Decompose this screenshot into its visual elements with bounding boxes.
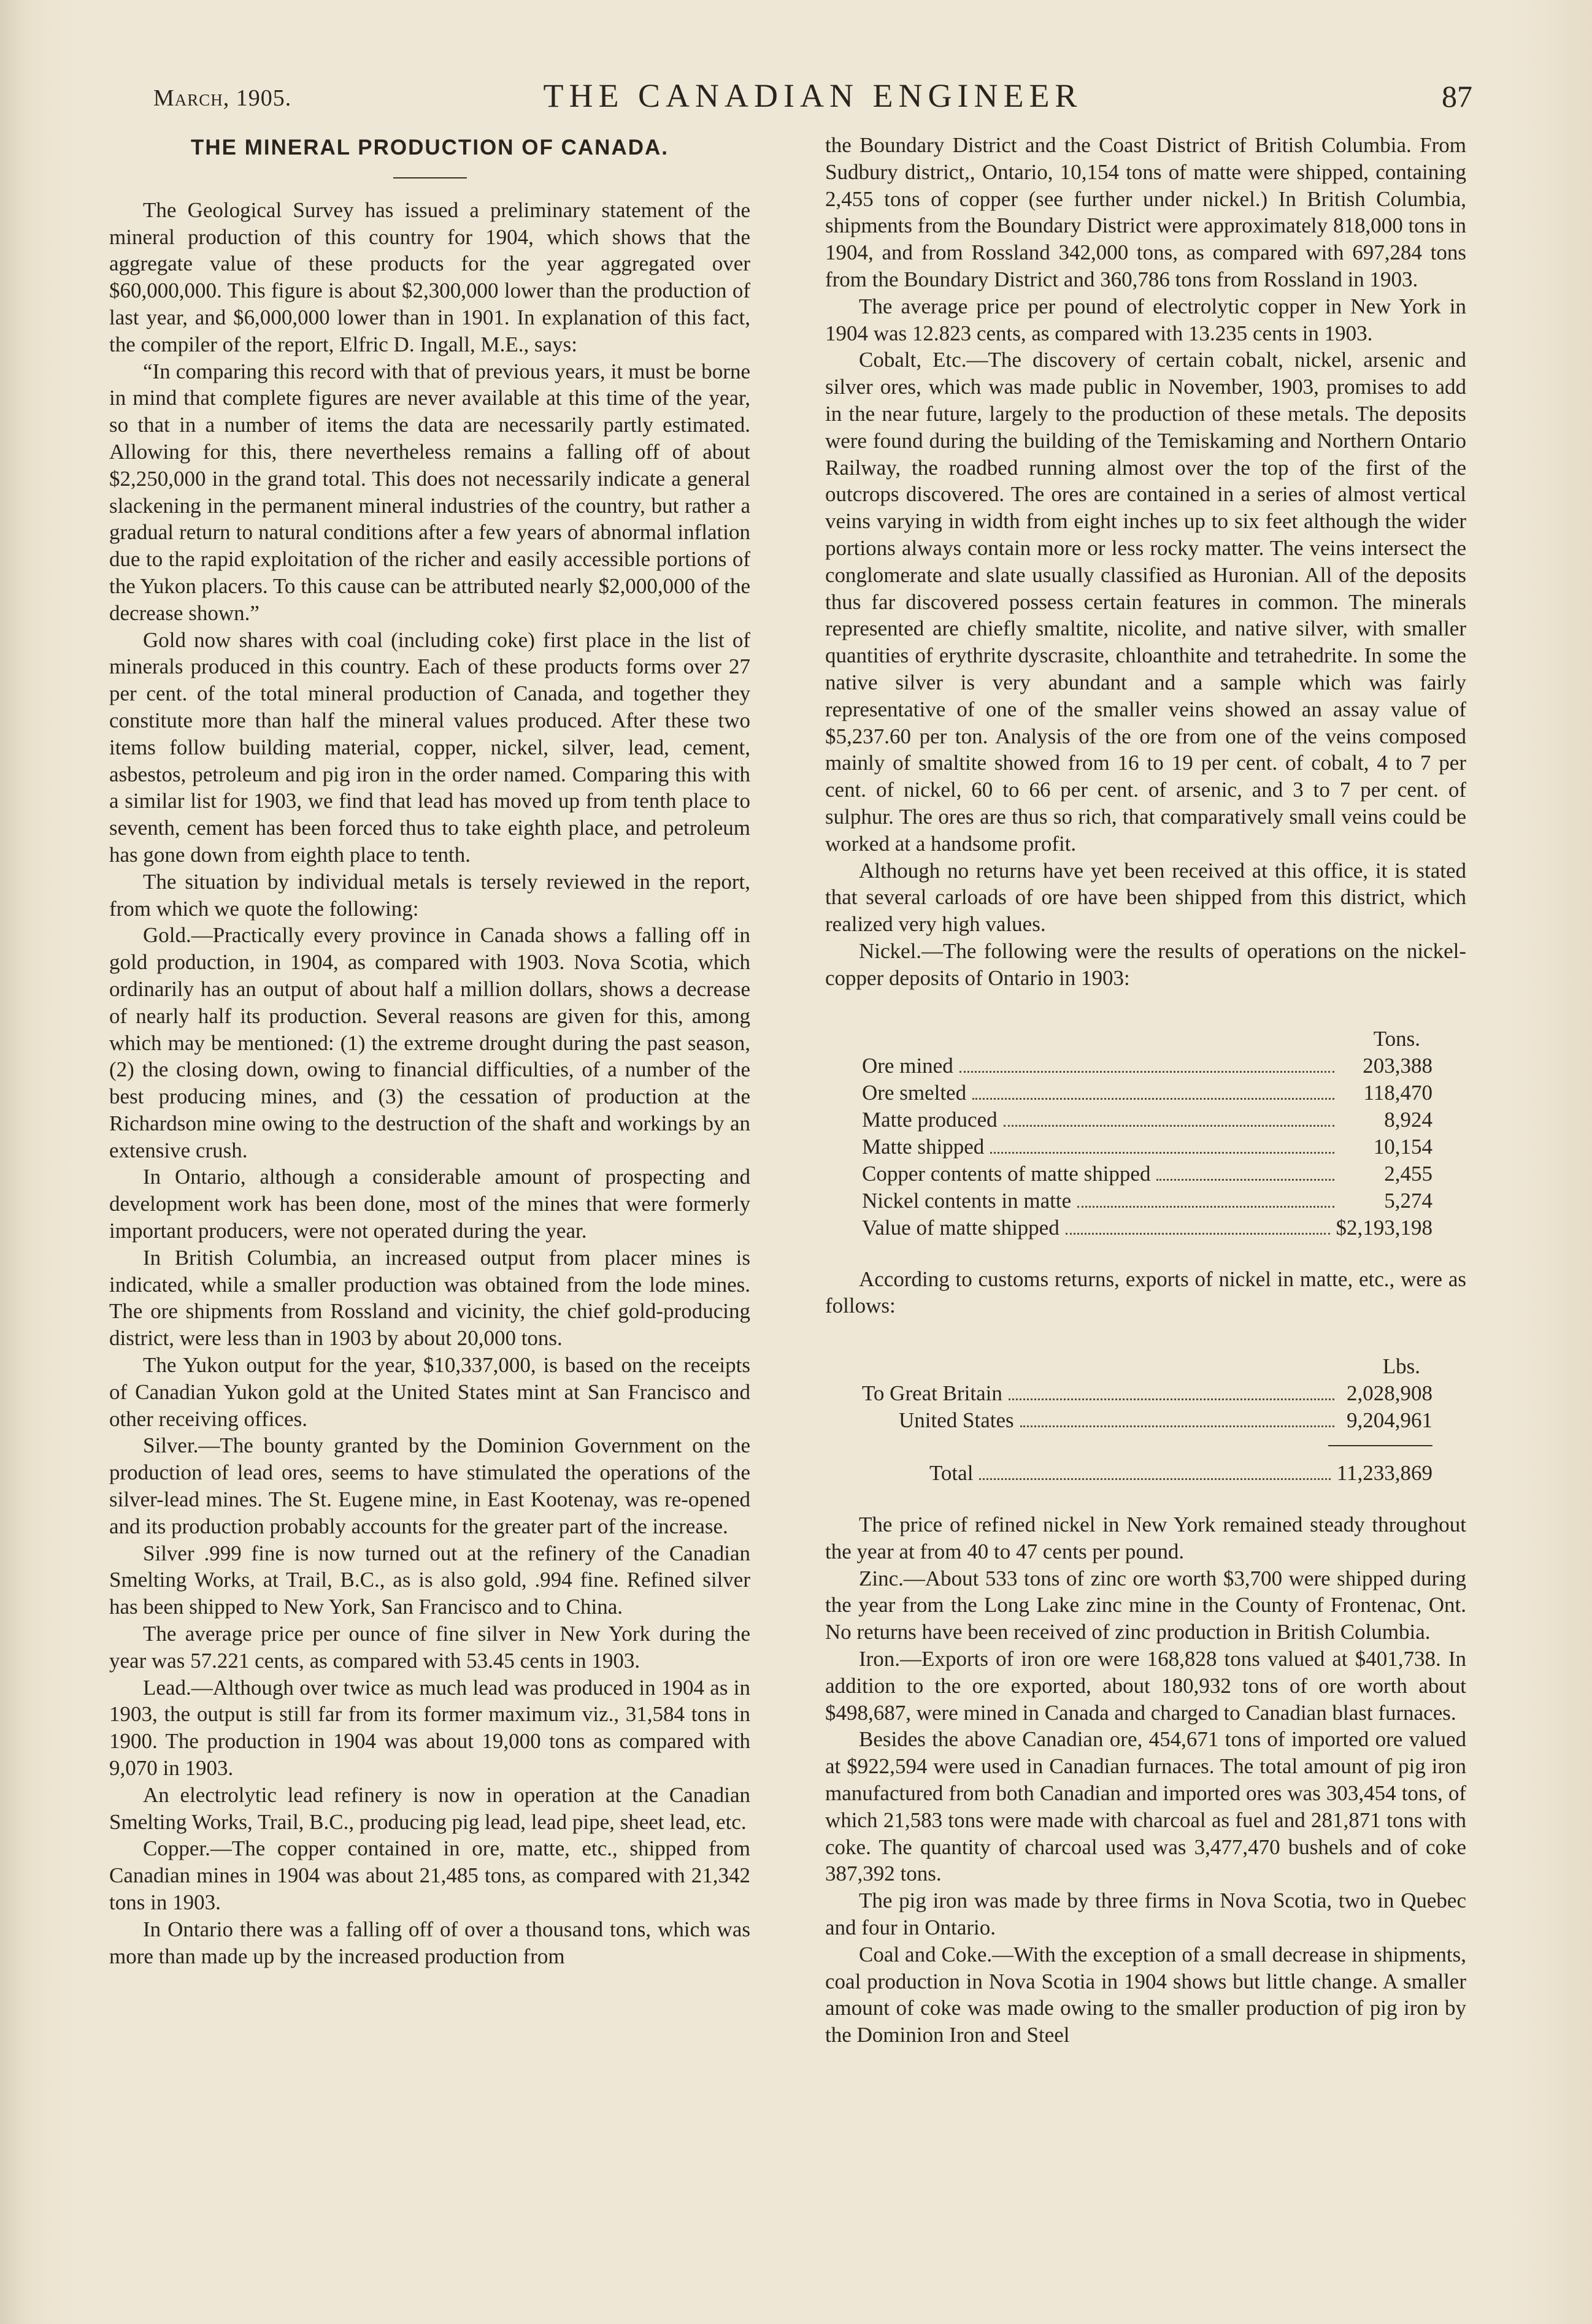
table-row [862, 1160, 1432, 1187]
paragraph: The price of refined nickel in New York remained steady throughout the year at from 40 to 47 cents per pound. [825, 1513, 1466, 1563]
table-total-row [862, 1460, 1432, 1487]
paragraph: Nickel.—The following were the results of operations on the nickel-copper deposits of Ontario in 1903: [825, 938, 1466, 990]
paragraph: The Yukon output for the year, $10,337,000, is based on the receipts of Canadian Yukon gold at the United States mint at San Francisco and other receiving offices. [109, 1353, 750, 1431]
dot-leader [979, 1478, 1330, 1480]
dot-leader [1066, 1233, 1330, 1235]
paragraph: Copper.—The copper contained in ore, matte, etc., shipped from Canadian mines in 1904 was about 21,485 tons, as compared with 21,342 tons in 1903. [109, 1836, 750, 1914]
row-value: $2,193,198 [1336, 1215, 1432, 1240]
table-row [862, 1407, 1432, 1434]
paragraph: According to customs returns, exports of nickel in matte, etc., were as follows: [825, 1267, 1466, 1318]
dot-leader [990, 1152, 1334, 1154]
issue-date: March, 1905. [153, 85, 292, 111]
paragraph: The pig iron was made by three firms in Nova Scotia, two in Quebec and four in Ontario. [825, 1889, 1466, 1940]
page-number: 87 [1442, 79, 1472, 113]
paragraph: In British Columbia, an increased output from placer mines is indicated, while a smaller production was obtained from the lode mines. The ore shipments from Rossland and vicinity, the chief gold-producing district, were less than in 1903 by about 20,000 tons. [109, 1245, 750, 1351]
paragraph: In Ontario there was a falling off of over a thousand tons, which was more than made up by the increased production from [109, 1917, 750, 1968]
paragraph: The situation by individual metals is tersely reviewed in the report, from which we quote the following: [109, 869, 750, 921]
table-row [862, 1380, 1432, 1407]
row-label: Copper contents of matte shipped [862, 1161, 1151, 1186]
paragraph: An electrolytic lead refinery is now in operation at the Canadian Smelting Works, Trail, B.C., producing pig lead, lead pipe, sheet lead, etc. [109, 1782, 750, 1834]
dot-leader [959, 1071, 1334, 1073]
paragraph: Lead.—Although over twice as much lead was produced in 1904 as in 1903, the output is still far from its former maximum viz., 31,584 tons in 1900. The production in 1904 was about 19,000 tons as compared with 9,070 in 1903. [109, 1675, 750, 1781]
paragraph: the Boundary District and the Coast District of British Columbia. From Sudbury district,, Ontario, 10,154 tons of matte were shipped, containing 2,455 tons of copper (see further under nickel.) In British Columbia, shipments from the Boundary District were approximately 818,000 tons in 1904, and from Rossland 342,000 tons, as compared with 697,284 tons from the Boundary District and 360,786 tons from Rossland in 1903. [825, 133, 1466, 291]
row-label: Value of matte shipped [862, 1215, 1059, 1240]
paragraph: The average price per ounce of fine silver in New York during the year was 57.221 cents, as compared with 53.45 cents in 1903. [109, 1622, 750, 1673]
row-value: 10,154 [1373, 1134, 1432, 1159]
paragraph: Silver .999 fine is now turned out at the refinery of the Canadian Smelting Works, at Trail, B.C., as is also gold, .994 fine. Refined silver has been shipped to New York, San Francisco and to China. [109, 1541, 750, 1619]
table-row [862, 1133, 1432, 1160]
paragraph: Gold.—Practically every province in Canada shows a falling off in gold production, in 1904, as compared with 1903. Nova Scotia, which ordinarily has an output of about half a million dollars, shows a decrease of nearly half its production. Several reasons are given for this, among which may be mentioned: (1) the extreme drought during the past season, (2) the closing down, owing to financial difficulties, of a number of the best producing mines, and (3) the cessation of production at the Richardson mine owing to the destruction of the shaft and workings by an extensive crush. [109, 923, 750, 1162]
paragraph: The average price per pound of electrolytic copper in New York in 1904 was 12.823 cents, as compared with 13.235 cents in 1903. [825, 294, 1466, 345]
dot-leader [972, 1098, 1334, 1100]
row-label: Matte produced [862, 1107, 998, 1132]
right-column [825, 132, 1466, 2049]
row-label: Nickel contents in matte [862, 1188, 1072, 1213]
left-column [109, 132, 750, 1969]
paragraph: Silver.—The bounty granted by the Dominion Government on the production of lead ores, seems to have stimulated the operations of the silver-lead mines. The St. Eugene mine, in East Kootenay, was re-opened and its production probably accounts for the greater part of the increase. [109, 1433, 750, 1538]
sum-rule [1328, 1445, 1432, 1446]
row-value: 2,028,908 [1347, 1381, 1432, 1406]
row-label: Matte shipped [862, 1134, 985, 1159]
running-head [153, 74, 1472, 129]
dot-leader [1009, 1398, 1334, 1400]
paragraph: Iron.—Exports of iron ore were 168,828 tons valued at $401,738. In addition to the ore exported, about 180,932 tons of ore worth about $498,687, were mined in Canada and charged to Canadian blast furnaces. [825, 1647, 1466, 1725]
dot-leader [1004, 1125, 1334, 1127]
table-row [862, 1080, 1432, 1106]
row-value: 8,924 [1384, 1107, 1432, 1132]
row-value: 5,274 [1384, 1188, 1432, 1213]
table-unit: Tons. [1373, 1026, 1420, 1051]
paragraph: Although no returns have yet been received at this office, it is stated that several carloads of ore have been shipped from this district, which realized very high values. [825, 858, 1466, 937]
table-row [862, 1106, 1432, 1133]
paragraph: “In comparing this record with that of previous years, it must be borne in mind that complete figures are never available at this time of the year, so that in a number of items the data are necessarily partly estimated. Allowing for this, there nevertheless remains a falling off of about $2,250,000 in the grand total. This does not necessarily indicate a general slackening in the permanent mineral industries of the country, but rather a gradual return to natural conditions after a few years of abnormal inflation due to the rapid exploitation of the richer and easily accessible portions of the Yukon placers. To this cause can be attributed nearly $2,000,000 of the decrease shown.” [109, 359, 750, 625]
row-value: 118,470 [1363, 1080, 1432, 1105]
table-row [862, 1214, 1432, 1241]
row-value: 2,455 [1384, 1161, 1432, 1186]
title-rule [393, 177, 467, 178]
row-label: To Great Britain [862, 1381, 1002, 1406]
article-title: THE MINERAL PRODUCTION OF CANADA. [191, 136, 669, 159]
journal-title: THE CANADIAN ENGINEER [543, 77, 1083, 114]
table-row [862, 1187, 1432, 1214]
dot-leader [1156, 1179, 1334, 1181]
row-value: 9,204,961 [1347, 1408, 1432, 1433]
paragraph: Cobalt, Etc.—The discovery of certain cobalt, nickel, arsenic and silver ores, which was made public in November, 1903, promises to add in the near future, largely to the production of these metals. The deposits were found during the building of the Temiskaming and Northern Ontario Railway, the roadbed running almost over the top of the first of the outcrops discovered. The ores are contained in a series of almost vertical veins varying in width from eight inches up to six feet although the wider portions always contain more or less rocky matter. The veins intersect the conglomerate and slate usually classified as Huronian. All of the deposits thus far discovered possess certain features in common. The minerals represented are chiefly smaltite, nicolite, and native silver, with smaller quantities of erythrite dyscrasite, chloanthite and tetrahedrite. In some the native silver is very abundant and a sample which was fairly representative of one of the smaller veins showed an assay value of $5,237.60 per ton. Analysis of the ore from one of the veins composed mainly of smaltite showed from 16 to 19 per cent. of cobalt, 4 to 7 per cent. of nickel, 60 to 66 per cent. of arsenic, and 3 to 7 per cent. of sulphur. The ores are thus so rich, that comparatively small veins could be worked at a handsome profit. [825, 348, 1466, 856]
paragraph: In Ontario, although a considerable amount of prospecting and development work has been done, most of the mines that were formerly important producers, were not operated during the year. [109, 1165, 750, 1243]
table-row [862, 1053, 1432, 1080]
row-label: Ore mined [862, 1053, 953, 1078]
paragraph: Gold now shares with coal (including coke) first place in the list of minerals produced in this country. Each of these products forms over 27 per cent. of the total mineral production of Canada, and together they constitute more than half the mineral values produced. After these two items follow building material, copper, nickel, silver, lead, cement, asbestos, petroleum and pig iron in the order named. Comparing this with a similar list for 1903, we find that lead has moved up from tenth place to seventh, cement has been forced thus to take eighth place, and petroleum has gone down from eighth place to tenth. [109, 627, 750, 867]
nickel-exports-table [862, 1353, 1432, 1487]
row-label: Ore smelted [862, 1080, 967, 1105]
table-unit: Lbs. [1382, 1354, 1420, 1379]
row-label: United States [899, 1408, 1014, 1433]
total-label: Total [929, 1461, 974, 1486]
total-value: 11,233,869 [1336, 1461, 1432, 1486]
paragraph: Zinc.—About 533 tons of zinc ore worth $3,700 were shipped during the year from the Long Lake zinc mine in the County of Frontenac, Ont. No returns have been received of zinc production in British Columbia. [825, 1566, 1466, 1644]
paragraph: Coal and Coke.—With the exception of a small decrease in shipments, coal production in Nova Scotia in 1904 shows but little change. A smaller amount of coke was made owing to the smaller production of pig iron by the Dominion Iron and Steel [825, 1942, 1466, 2047]
dot-leader [1077, 1206, 1334, 1208]
dot-leader [1020, 1425, 1334, 1427]
paragraph: The Geological Survey has issued a preliminary statement of the mineral production of this country for 1904, which shows that the aggregate value of these products for the year aggregated over $60,000,000. This figure is about $2,300,000 lower than the production of last year, and $6,000,000 lower than in 1901. In explanation of this fact, the compiler of the report, Elfric D. Ingall, M.E., says: [109, 198, 750, 356]
nickel-operations-table [862, 1026, 1432, 1241]
paragraph: Besides the above Canadian ore, 454,671 tons of imported ore valued at $922,594 were used in Canadian furnaces. The total amount of pig iron manufactured from both Canadian and imported ores was 303,454 tons, of which 21,583 tons were made with charcoal as fuel and 281,871 tons with coke. The quantity of charcoal used was 3,477,470 bushels and of coke 387,392 tons. [825, 1727, 1466, 1886]
row-value: 203,388 [1363, 1053, 1432, 1078]
